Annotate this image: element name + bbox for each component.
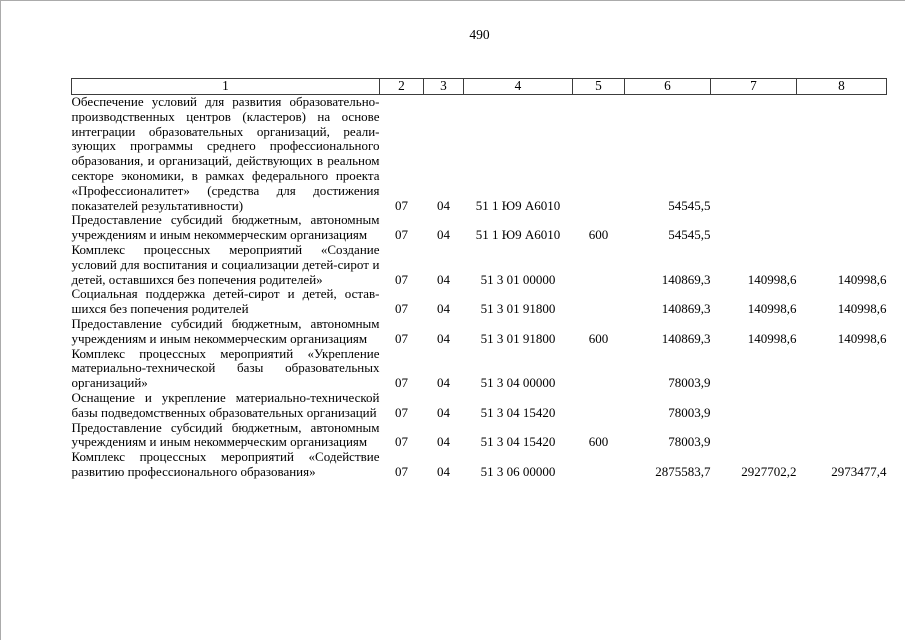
cell-amount-year2 (711, 391, 797, 421)
cell-target-article: 51 1 Ю9 А6010 (475, 227, 561, 243)
table-row (72, 347, 887, 391)
cell-expense-type: 600 (588, 330, 609, 346)
table-row (72, 95, 887, 214)
cell-amount-year2 (711, 95, 797, 214)
column-header-8: 8 (797, 79, 887, 95)
cell-amount-year2: 2927702,2 (741, 463, 797, 479)
cell-target-article: 51 3 06 00000 (480, 463, 556, 479)
cell-expense-type (573, 243, 625, 287)
cell-amount-year2 (711, 213, 797, 243)
column-header-6: 6 (625, 79, 711, 95)
cell-amount-year1: 78003,9 (668, 404, 711, 420)
cell-amount-year3: 140998,6 (837, 301, 887, 317)
cell-amount-year3 (797, 213, 887, 243)
cell-description: Предоставление субсидий бюджетным, автономным учреждениям и иным некоммерческим организациям (71, 212, 380, 243)
table-row (72, 243, 887, 287)
table-row (72, 317, 887, 347)
cell-amount-year2: 140998,6 (747, 271, 797, 287)
cell-expense-type (573, 450, 625, 480)
cell-amount-year3 (797, 421, 887, 451)
cell-description: Комплекс процессных мероприятий «Создание условий для воспитания и социализации детей-сирот и детей, оставшихся без попечения родителей» (71, 241, 380, 287)
cell-razdel: 07 (395, 375, 408, 391)
cell-podrazdel: 04 (437, 271, 450, 287)
table-header-row (72, 79, 887, 95)
cell-podrazdel: 04 (437, 404, 450, 420)
cell-target-article: 51 3 01 91800 (480, 330, 556, 346)
cell-target-article: 51 1 Ю9 А6010 (475, 197, 561, 213)
table-body (72, 95, 887, 480)
cell-description: Оснащение и укрепление материально-технической базы подведомственных образовательных организаций (71, 389, 380, 420)
cell-amount-year3 (797, 391, 887, 421)
cell-razdel: 07 (395, 271, 408, 287)
cell-amount-year1: 140869,3 (661, 301, 711, 317)
cell-amount-year2: 140998,6 (747, 330, 797, 346)
table-row (72, 213, 887, 243)
page-number: 490 (469, 27, 490, 42)
cell-amount-year3: 140998,6 (837, 271, 887, 287)
cell-target-article: 51 3 01 91800 (480, 301, 556, 317)
table-row (72, 450, 887, 480)
cell-razdel: 07 (395, 301, 408, 317)
table-header (72, 79, 887, 95)
cell-razdel: 07 (395, 463, 408, 479)
cell-amount-year3: 140998,6 (837, 330, 887, 346)
cell-razdel: 07 (395, 404, 408, 420)
cell-razdel: 07 (395, 330, 408, 346)
cell-target-article: 51 3 04 00000 (480, 375, 556, 391)
cell-amount-year1: 140869,3 (661, 271, 711, 287)
cell-description: Предоставление субсидий бюджетным, автономным учреждениям и иным некоммерческим организациям (71, 315, 380, 346)
cell-razdel: 07 (395, 434, 408, 450)
cell-podrazdel: 04 (437, 434, 450, 450)
cell-amount-year3 (797, 347, 887, 391)
cell-expense-type: 600 (588, 434, 609, 450)
cell-expense-type: 600 (588, 227, 609, 243)
column-header-1: 1 (72, 79, 380, 95)
cell-target-article: 51 3 01 00000 (480, 271, 556, 287)
column-header-7: 7 (711, 79, 797, 95)
cell-amount-year1: 78003,9 (668, 375, 711, 391)
cell-podrazdel: 04 (437, 197, 450, 213)
cell-amount-year1: 2875583,7 (655, 463, 711, 479)
cell-amount-year1: 54545,5 (668, 227, 711, 243)
cell-razdel: 07 (395, 197, 408, 213)
cell-podrazdel: 04 (437, 375, 450, 391)
table-row (72, 287, 887, 317)
budget-table (71, 78, 887, 480)
table-row (72, 391, 887, 421)
cell-amount-year3 (797, 95, 887, 214)
cell-amount-year2 (711, 347, 797, 391)
cell-amount-year3: 2973477,4 (831, 463, 887, 479)
cell-description: Обеспечение условий для развития образовательно-производственных центров (кластеров) на основе интеграции образовательных организаций, реализующих программы среднего профессионального образования, и организаций, действующих в реальном секторе экономики, в рамках федерального проекта «Профессионалитет» (средства для достижения показателей результативности) (71, 94, 380, 213)
cell-target-article: 51 3 04 15420 (480, 404, 556, 420)
cell-podrazdel: 04 (437, 330, 450, 346)
cell-amount-year1: 78003,9 (668, 434, 711, 450)
cell-amount-year1: 140869,3 (661, 330, 711, 346)
column-header-4: 4 (464, 79, 573, 95)
column-header-2: 2 (380, 79, 424, 95)
cell-amount-year2 (711, 421, 797, 451)
column-header-5: 5 (573, 79, 625, 95)
cell-podrazdel: 04 (437, 227, 450, 243)
cell-description: Социальная поддержка детей-сирот и детей, оставшихся без попечения родителей (71, 286, 380, 317)
cell-description: Комплекс процессных мероприятий «Укрепление материально-технической базы образовательных организаций» (71, 345, 380, 391)
cell-target-article: 51 3 04 15420 (480, 434, 556, 450)
cell-description: Комплекс процессных мероприятий «Содействие развитию профессионального образования» (71, 449, 380, 479)
table-row (72, 421, 887, 451)
cell-expense-type (573, 95, 625, 214)
cell-razdel: 07 (395, 227, 408, 243)
cell-expense-type (573, 287, 625, 317)
cell-description: Предоставление субсидий бюджетным, автономным учреждениям и иным некоммерческим организациям (71, 419, 380, 450)
cell-expense-type (573, 347, 625, 391)
cell-podrazdel: 04 (437, 463, 450, 479)
cell-podrazdel: 04 (437, 301, 450, 317)
cell-amount-year2: 140998,6 (747, 301, 797, 317)
cell-expense-type (573, 391, 625, 421)
column-header-3: 3 (424, 79, 464, 95)
cell-amount-year1: 54545,5 (668, 197, 711, 213)
